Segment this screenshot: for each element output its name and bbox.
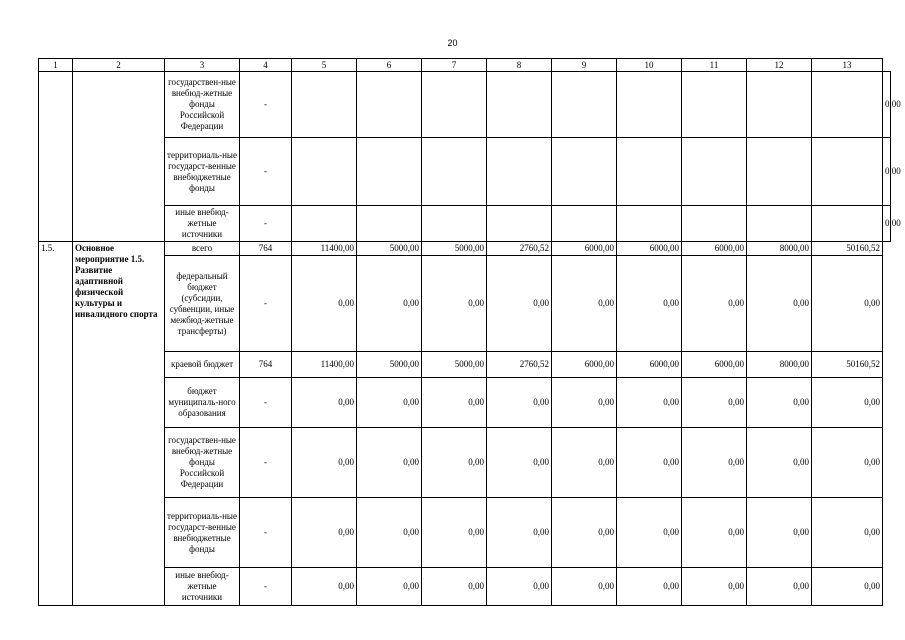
empty-title-cell (73, 72, 165, 242)
value-cell (487, 206, 552, 242)
value-cell: 0,00 (747, 378, 812, 428)
funding-source: бюджет муниципаль-ного образования (165, 378, 240, 428)
column-header: 12 (747, 59, 812, 72)
value-cell: 0,00 (487, 256, 552, 352)
table-row (39, 206, 891, 242)
value-cell: 0,00 (422, 428, 487, 498)
table-row (39, 72, 891, 138)
column-header: 5 (292, 59, 357, 72)
total-cell: 0,00 (812, 568, 883, 606)
value-cell: 6000,00 (617, 242, 682, 256)
value-cell: 0,00 (357, 378, 422, 428)
value-cell: 0,00 (617, 568, 682, 606)
total-cell: 50160,52 (812, 242, 883, 256)
value-cell: 5000,00 (422, 352, 487, 378)
value-cell: 0,00 (747, 428, 812, 498)
value-cell (812, 206, 883, 242)
page-number: 20 (447, 38, 458, 48)
column-header: 11 (682, 59, 747, 72)
total-cell: 0,00 (812, 428, 883, 498)
funding-source: иные внебюд-жетные источники (165, 568, 240, 606)
table-row (39, 138, 891, 206)
value-cell (682, 72, 747, 138)
value-cell: 0,00 (552, 428, 617, 498)
value-cell: 11400,00 (292, 242, 357, 256)
value-cell: 8000,00 (747, 352, 812, 378)
value-cell (292, 72, 357, 138)
value-cell (552, 206, 617, 242)
value-cell: 2760,52 (487, 352, 552, 378)
value-cell: 11400,00 (292, 352, 357, 378)
col4-cell: 764 (240, 352, 292, 378)
total-cell: 0,00 (812, 378, 883, 428)
table-row (39, 568, 891, 606)
value-cell (617, 206, 682, 242)
value-cell: 0,00 (487, 428, 552, 498)
header-row (39, 59, 891, 72)
value-cell (682, 138, 747, 206)
value-cell: 5000,00 (357, 242, 422, 256)
value-cell: 6000,00 (617, 352, 682, 378)
table-row (39, 498, 891, 568)
col4-cell: 764 (240, 242, 292, 256)
value-cell (812, 138, 883, 206)
col4-cell: - (240, 256, 292, 352)
value-cell (617, 138, 682, 206)
value-cell (487, 72, 552, 138)
column-header: 10 (617, 59, 682, 72)
total-cell: 0,00 (812, 256, 883, 352)
value-cell (422, 72, 487, 138)
funding-source: государствен-ные внебюд-жетные фонды Российской Федерации (165, 72, 240, 138)
value-cell (747, 72, 812, 138)
value-cell: 0,00 (682, 378, 747, 428)
value-cell: 0,00 (487, 568, 552, 606)
value-cell: 0,00 (357, 428, 422, 498)
value-cell (357, 206, 422, 242)
value-cell: 5000,00 (357, 352, 422, 378)
funding-source: иные внебюд-жетные источники (165, 206, 240, 242)
value-cell (617, 72, 682, 138)
value-cell (422, 206, 487, 242)
col4-cell: - (240, 428, 292, 498)
column-header: 1 (39, 59, 73, 72)
value-cell (357, 138, 422, 206)
table-row (39, 256, 891, 352)
value-cell (487, 138, 552, 206)
value-cell: 0,00 (422, 498, 487, 568)
funding-source: государствен-ные внебюд-жетные фонды Российской Федерации (165, 428, 240, 498)
value-cell (812, 72, 883, 138)
column-header: 6 (357, 59, 422, 72)
value-cell: 0,00 (422, 378, 487, 428)
funding-source: всего (165, 242, 240, 256)
value-cell: 2760,52 (487, 242, 552, 256)
value-cell: 6000,00 (552, 242, 617, 256)
value-cell: 0,00 (552, 256, 617, 352)
value-cell: 0,00 (682, 568, 747, 606)
value-cell: 8000,00 (747, 242, 812, 256)
value-cell: 0,00 (617, 428, 682, 498)
section-number: 1.5. (39, 242, 73, 606)
value-cell (747, 206, 812, 242)
value-cell: 0,00 (617, 378, 682, 428)
value-cell: 0,00 (682, 498, 747, 568)
value-cell (422, 138, 487, 206)
value-cell: 0,00 (747, 498, 812, 568)
value-cell: 0,00 (292, 428, 357, 498)
value-cell: 0,00 (552, 568, 617, 606)
value-cell (552, 138, 617, 206)
column-header: 7 (422, 59, 487, 72)
value-cell: 0,00 (747, 256, 812, 352)
value-cell (292, 138, 357, 206)
value-cell: 0,00 (552, 378, 617, 428)
value-cell (682, 206, 747, 242)
table-row (39, 352, 891, 378)
total-cell: 50160,52 (812, 352, 883, 378)
total-cell: 0,00 (883, 72, 891, 138)
column-header: 13 (812, 59, 883, 72)
funding-source: территориаль-ные государст-венные внебюджетные фонды (165, 498, 240, 568)
total-cell: 0,00 (883, 206, 891, 242)
value-cell (552, 72, 617, 138)
value-cell: 0,00 (552, 498, 617, 568)
value-cell: 0,00 (292, 378, 357, 428)
total-cell: 0,00 (812, 498, 883, 568)
value-cell: 0,00 (487, 378, 552, 428)
total-cell: 0,00 (883, 138, 891, 206)
value-cell: 5000,00 (422, 242, 487, 256)
value-cell: 0,00 (292, 256, 357, 352)
funding-source: краевой бюджет (165, 352, 240, 378)
table-row (39, 378, 891, 428)
col4-cell: - (240, 72, 292, 138)
value-cell: 0,00 (682, 256, 747, 352)
value-cell: 6000,00 (552, 352, 617, 378)
value-cell: 0,00 (422, 568, 487, 606)
col4-cell: - (240, 138, 292, 206)
table-row (39, 428, 891, 498)
value-cell (292, 206, 357, 242)
value-cell: 6000,00 (682, 242, 747, 256)
column-header: 3 (165, 59, 240, 72)
value-cell: 0,00 (422, 256, 487, 352)
value-cell: 6000,00 (682, 352, 747, 378)
value-cell: 0,00 (292, 568, 357, 606)
value-cell: 0,00 (617, 256, 682, 352)
funding-source: федеральный бюджет (субсидии, субвенции, иные межбюд-жетные трансферты) (165, 256, 240, 352)
value-cell: 0,00 (357, 498, 422, 568)
value-cell: 0,00 (747, 568, 812, 606)
value-cell (747, 138, 812, 206)
column-header: 4 (240, 59, 292, 72)
col4-cell: - (240, 568, 292, 606)
value-cell: 0,00 (487, 498, 552, 568)
value-cell: 0,00 (357, 256, 422, 352)
value-cell (357, 72, 422, 138)
budget-table (38, 58, 901, 606)
col4-cell: - (240, 206, 292, 242)
value-cell: 0,00 (292, 498, 357, 568)
value-cell: 0,00 (682, 428, 747, 498)
column-header: 2 (73, 59, 165, 72)
column-header: 9 (552, 59, 617, 72)
col4-cell: - (240, 498, 292, 568)
funding-source: территориаль-ные государст-венные внебюджетные фонды (165, 138, 240, 206)
value-cell: 0,00 (357, 568, 422, 606)
col4-cell: - (240, 378, 292, 428)
column-header: 8 (487, 59, 552, 72)
value-cell: 0,00 (617, 498, 682, 568)
table-row (39, 242, 891, 256)
empty-number-cell (39, 72, 73, 242)
section-title: Основное мероприятие 1.5. Развитие адаптивной физической культуры и инвалидного спорта (73, 242, 165, 606)
